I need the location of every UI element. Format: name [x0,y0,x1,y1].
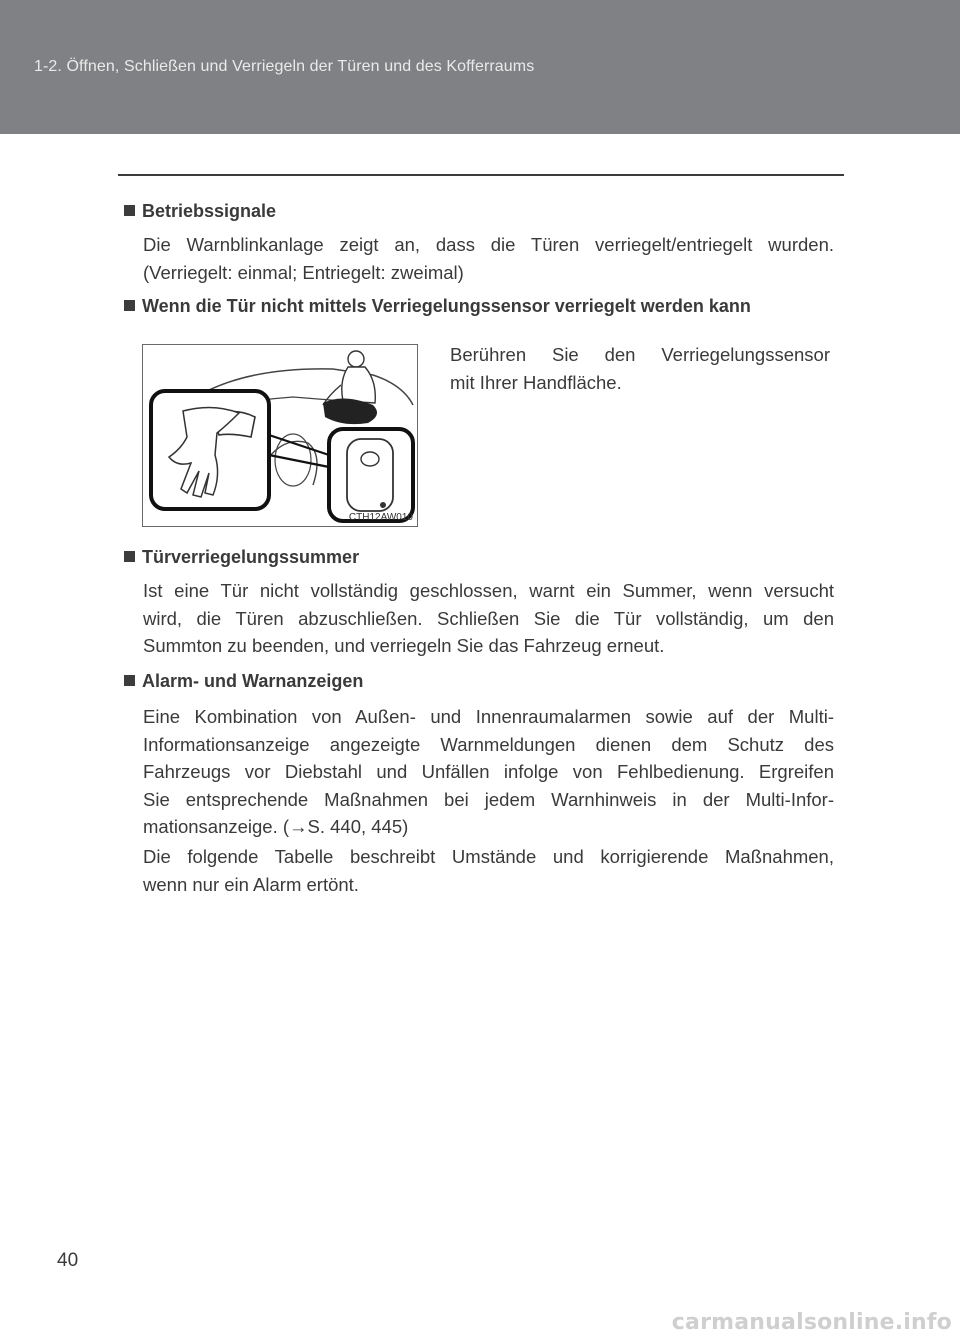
square-bullet-icon [124,205,135,216]
paragraph-summer [143,577,834,660]
figure-code: CTH12AW010 [348,512,413,523]
watermark: carmanualsonline.info [671,1310,952,1335]
illustration-hand-door-handle [142,344,418,527]
square-bullet-icon [124,300,135,311]
divider-rule [118,174,844,176]
section-title: 1-2. Öffnen, Schließen und Verriegeln der Türen und des Kofferraums [34,58,535,75]
paragraph-alarm [143,703,834,841]
page-header [0,0,960,134]
paragraph-betriebssignale [143,231,834,286]
heading-text: Alarm- und Warnanzeigen [142,671,364,691]
text-line: Eine Kombination von Außen- und Innenraumalarmen sowie auf der Multi- [143,706,834,727]
heading-verriegelungssensor [124,296,751,317]
text-line: Sie entsprechende Maßnahmen bei jedem Warnhinweis in der Multi-Infor- [143,788,834,810]
text-line: Ist eine Tür nicht vollständig geschlossen, warnt ein Summer, wenn versucht [143,580,834,601]
text-line: mationsanzeige. (→S. 440, 445) [143,816,409,837]
heading-alarm [124,671,363,692]
heading-text: Wenn die Tür nicht mittels Verriegelungssensor verriegelt werden kann [142,296,751,316]
paragraph-tabelle [143,843,834,898]
text-line: Berühren Sie den Verriegelungssensor [450,344,830,365]
text-line: (Verriegelt: einmal; Entriegelt: zweimal) [143,261,464,283]
heading-betriebssignale [124,201,276,222]
heading-tuerverriegelungssummer [124,547,359,568]
text-line: Die Warnblinkanlage zeigt an, dass die Türen verriegelt/entriegelt wurden. [143,234,834,255]
text-line: wird, die Türen abzuschließen. Schließen Sie die Tür vollständig, um den [143,607,834,629]
figure-caption [450,341,830,396]
heading-text: Türverriegelungssummer [142,547,360,567]
text-line: Fahrzeugs vor Diebstahl und Unfällen infolge von Fehlbedienung. Ergreifen [143,761,834,782]
text-line: wenn nur ein Alarm ertönt. [143,873,359,895]
text-line: mit Ihrer Handfläche. [450,371,622,393]
square-bullet-icon [124,551,135,562]
text-line: Die folgende Tabelle beschreibt Umstände und korrigierende Maßnahmen, [143,846,834,867]
text-line: Summton zu beenden, und verriegeln Sie das Fahrzeug erneut. [143,635,665,656]
page-number: 40 [57,1250,79,1271]
heading-text: Betriebssignale [142,201,277,221]
square-bullet-icon [124,675,135,686]
car-door-illustration [143,345,417,526]
text-line: Informationsanzeige angezeigte Warnmeldungen dienen dem Schutz des [143,733,834,755]
